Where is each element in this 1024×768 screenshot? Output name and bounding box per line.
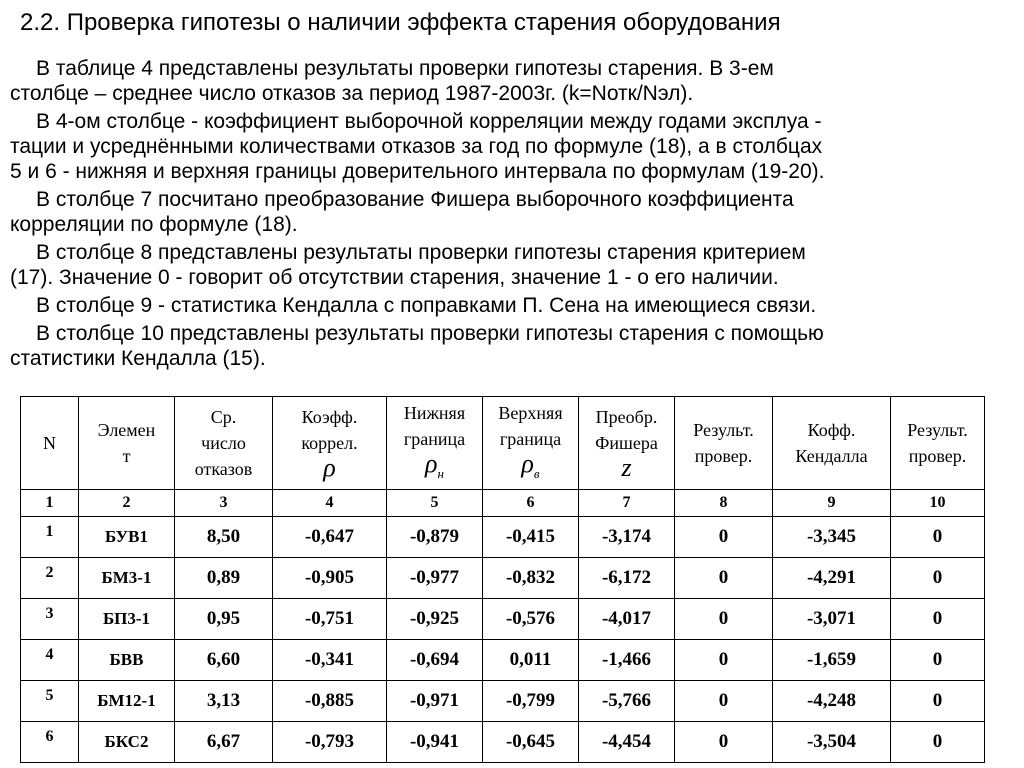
table-cell: -0,415 (483, 517, 579, 558)
column-number: 10 (891, 490, 985, 517)
column-number: 6 (483, 490, 579, 517)
table-cell: 0 (675, 640, 773, 681)
table-cell: 3 (21, 599, 79, 640)
table-cell: 0 (675, 681, 773, 722)
paragraph-2: В 4-ом столбце - коэффициент выборочной корреляции между годами эксплуа - тации и усреднёнными количествами отказов за год по формуле (18), а в столбцах 5 и 6 - нижняя и верхняя границы доверительного интервала по формулам (19-20). (10, 110, 825, 183)
table-cell: 3,13 (175, 681, 273, 722)
table-cell: -0,832 (483, 558, 579, 599)
table-cell: 0 (891, 558, 985, 599)
paragraph-3: В столбце 7 посчитано преобразование Фишера выборочного коэффициента корреляции по формуле (18). (10, 188, 794, 236)
column-number: 5 (387, 490, 483, 517)
table-cell: -0,751 (273, 599, 387, 640)
table-cell: -5,766 (579, 681, 675, 722)
table-cell: -0,941 (387, 722, 483, 763)
table-cell: 4 (21, 640, 79, 681)
table-cell: 0 (891, 681, 985, 722)
table-cell: 0,011 (483, 640, 579, 681)
table-cell: -0,341 (273, 640, 387, 681)
results-table (20, 396, 985, 763)
table-cell: БВВ (79, 640, 175, 681)
table-cell: -3,504 (773, 722, 891, 763)
table-cell: -1,466 (579, 640, 675, 681)
table-cell: 5 (21, 681, 79, 722)
table-cell: 0,95 (175, 599, 273, 640)
table-row (21, 640, 985, 681)
table-cell: -0,925 (387, 599, 483, 640)
table-cell: 0 (675, 517, 773, 558)
column-number: 1 (21, 490, 79, 517)
header-cell: Результ. провер. (675, 397, 773, 490)
body-text (10, 56, 1004, 374)
table-cell: -0,793 (273, 722, 387, 763)
column-number: 2 (79, 490, 175, 517)
table-row (21, 681, 985, 722)
header-row (21, 397, 985, 490)
table-cell: 0,89 (175, 558, 273, 599)
column-number: 4 (273, 490, 387, 517)
table-row (21, 722, 985, 763)
table-cell: -0,905 (273, 558, 387, 599)
table-cell: -0,977 (387, 558, 483, 599)
paragraph-1: В таблице 4 представлены результаты проверки гипотезы старения. В 3-ем столбце – среднее число отказов за период 1987-2003г. (k=Nотк/Nэл). (10, 57, 774, 105)
table-cell: -0,647 (273, 517, 387, 558)
header-cell: Кофф. Кендалла (773, 397, 891, 490)
column-number: 7 (579, 490, 675, 517)
table-cell: БУВ1 (79, 517, 175, 558)
header-cell: Преобр. Фишера z (579, 397, 675, 490)
table-body (21, 517, 985, 763)
table-cell: -0,879 (387, 517, 483, 558)
column-number: 9 (773, 490, 891, 517)
table-cell: -4,017 (579, 599, 675, 640)
table-cell: 2 (21, 558, 79, 599)
table-cell: -3,071 (773, 599, 891, 640)
table-cell: -0,799 (483, 681, 579, 722)
table-cell: 0 (891, 640, 985, 681)
table-cell: -6,172 (579, 558, 675, 599)
header-cell: Результ. провер. (891, 397, 985, 490)
table-cell: 0 (891, 599, 985, 640)
table-cell: БМ12-1 (79, 681, 175, 722)
table-cell: 0 (675, 558, 773, 599)
table-cell: -0,694 (387, 640, 483, 681)
table-cell: 0 (675, 599, 773, 640)
table-row (21, 558, 985, 599)
table-cell: -0,645 (483, 722, 579, 763)
table-cell: БП3-1 (79, 599, 175, 640)
table-cell: 6 (21, 722, 79, 763)
table-cell: -1,659 (773, 640, 891, 681)
table-cell: БМ3-1 (79, 558, 175, 599)
table-cell: 6,60 (175, 640, 273, 681)
rho-symbol: ρ (323, 452, 336, 482)
table-cell: -4,291 (773, 558, 891, 599)
header-cell: Нижняя граница $\rho_н$ (387, 397, 483, 490)
header-cell: Элемен т (79, 397, 175, 490)
rho-upper-symbol: ρ (521, 448, 534, 478)
paragraph-5: В столбце 9 - статистика Кендалла с поправками П. Сена на имеющиеся связи. (36, 294, 817, 317)
page-title: 2.2. Проверка гипотезы о наличии эффекта старения оборудования (20, 9, 781, 36)
table-cell: -3,174 (579, 517, 675, 558)
header-cell: Ср. число отказов (175, 397, 273, 490)
table-cell: -0,885 (273, 681, 387, 722)
table-cell: 6,67 (175, 722, 273, 763)
column-number-row (21, 490, 985, 517)
table-cell: -0,576 (483, 599, 579, 640)
table-cell: 1 (21, 517, 79, 558)
table-cell: -4,248 (773, 681, 891, 722)
column-number: 8 (675, 490, 773, 517)
rho-lower-symbol: ρ (425, 448, 438, 478)
header-cell: Верхняя граница $\rho_в$ (483, 397, 579, 490)
table-cell: БКС2 (79, 722, 175, 763)
table-cell: 0 (675, 722, 773, 763)
paragraph-4: В столбце 8 представлены результаты проверки гипотезы старения критерием (17). Значение 0 - говорит об отсутствии старения, значение 1 - о его наличии. (10, 241, 806, 289)
header-cell: Коэфф. коррел. ρ (273, 397, 387, 490)
table-cell: 0 (891, 517, 985, 558)
table-cell: 0 (891, 722, 985, 763)
header-cell: N (21, 397, 79, 490)
table-cell: -0,971 (387, 681, 483, 722)
table-row (21, 517, 985, 558)
table-cell: -4,454 (579, 722, 675, 763)
table-row (21, 599, 985, 640)
z-symbol: z (621, 452, 632, 482)
table-cell: 8,50 (175, 517, 273, 558)
table-cell: -3,345 (773, 517, 891, 558)
paragraph-6: В столбце 10 представлены результаты проверки гипотезы старения с помощью статистики Кендалла (15). (10, 322, 824, 370)
column-number: 3 (175, 490, 273, 517)
